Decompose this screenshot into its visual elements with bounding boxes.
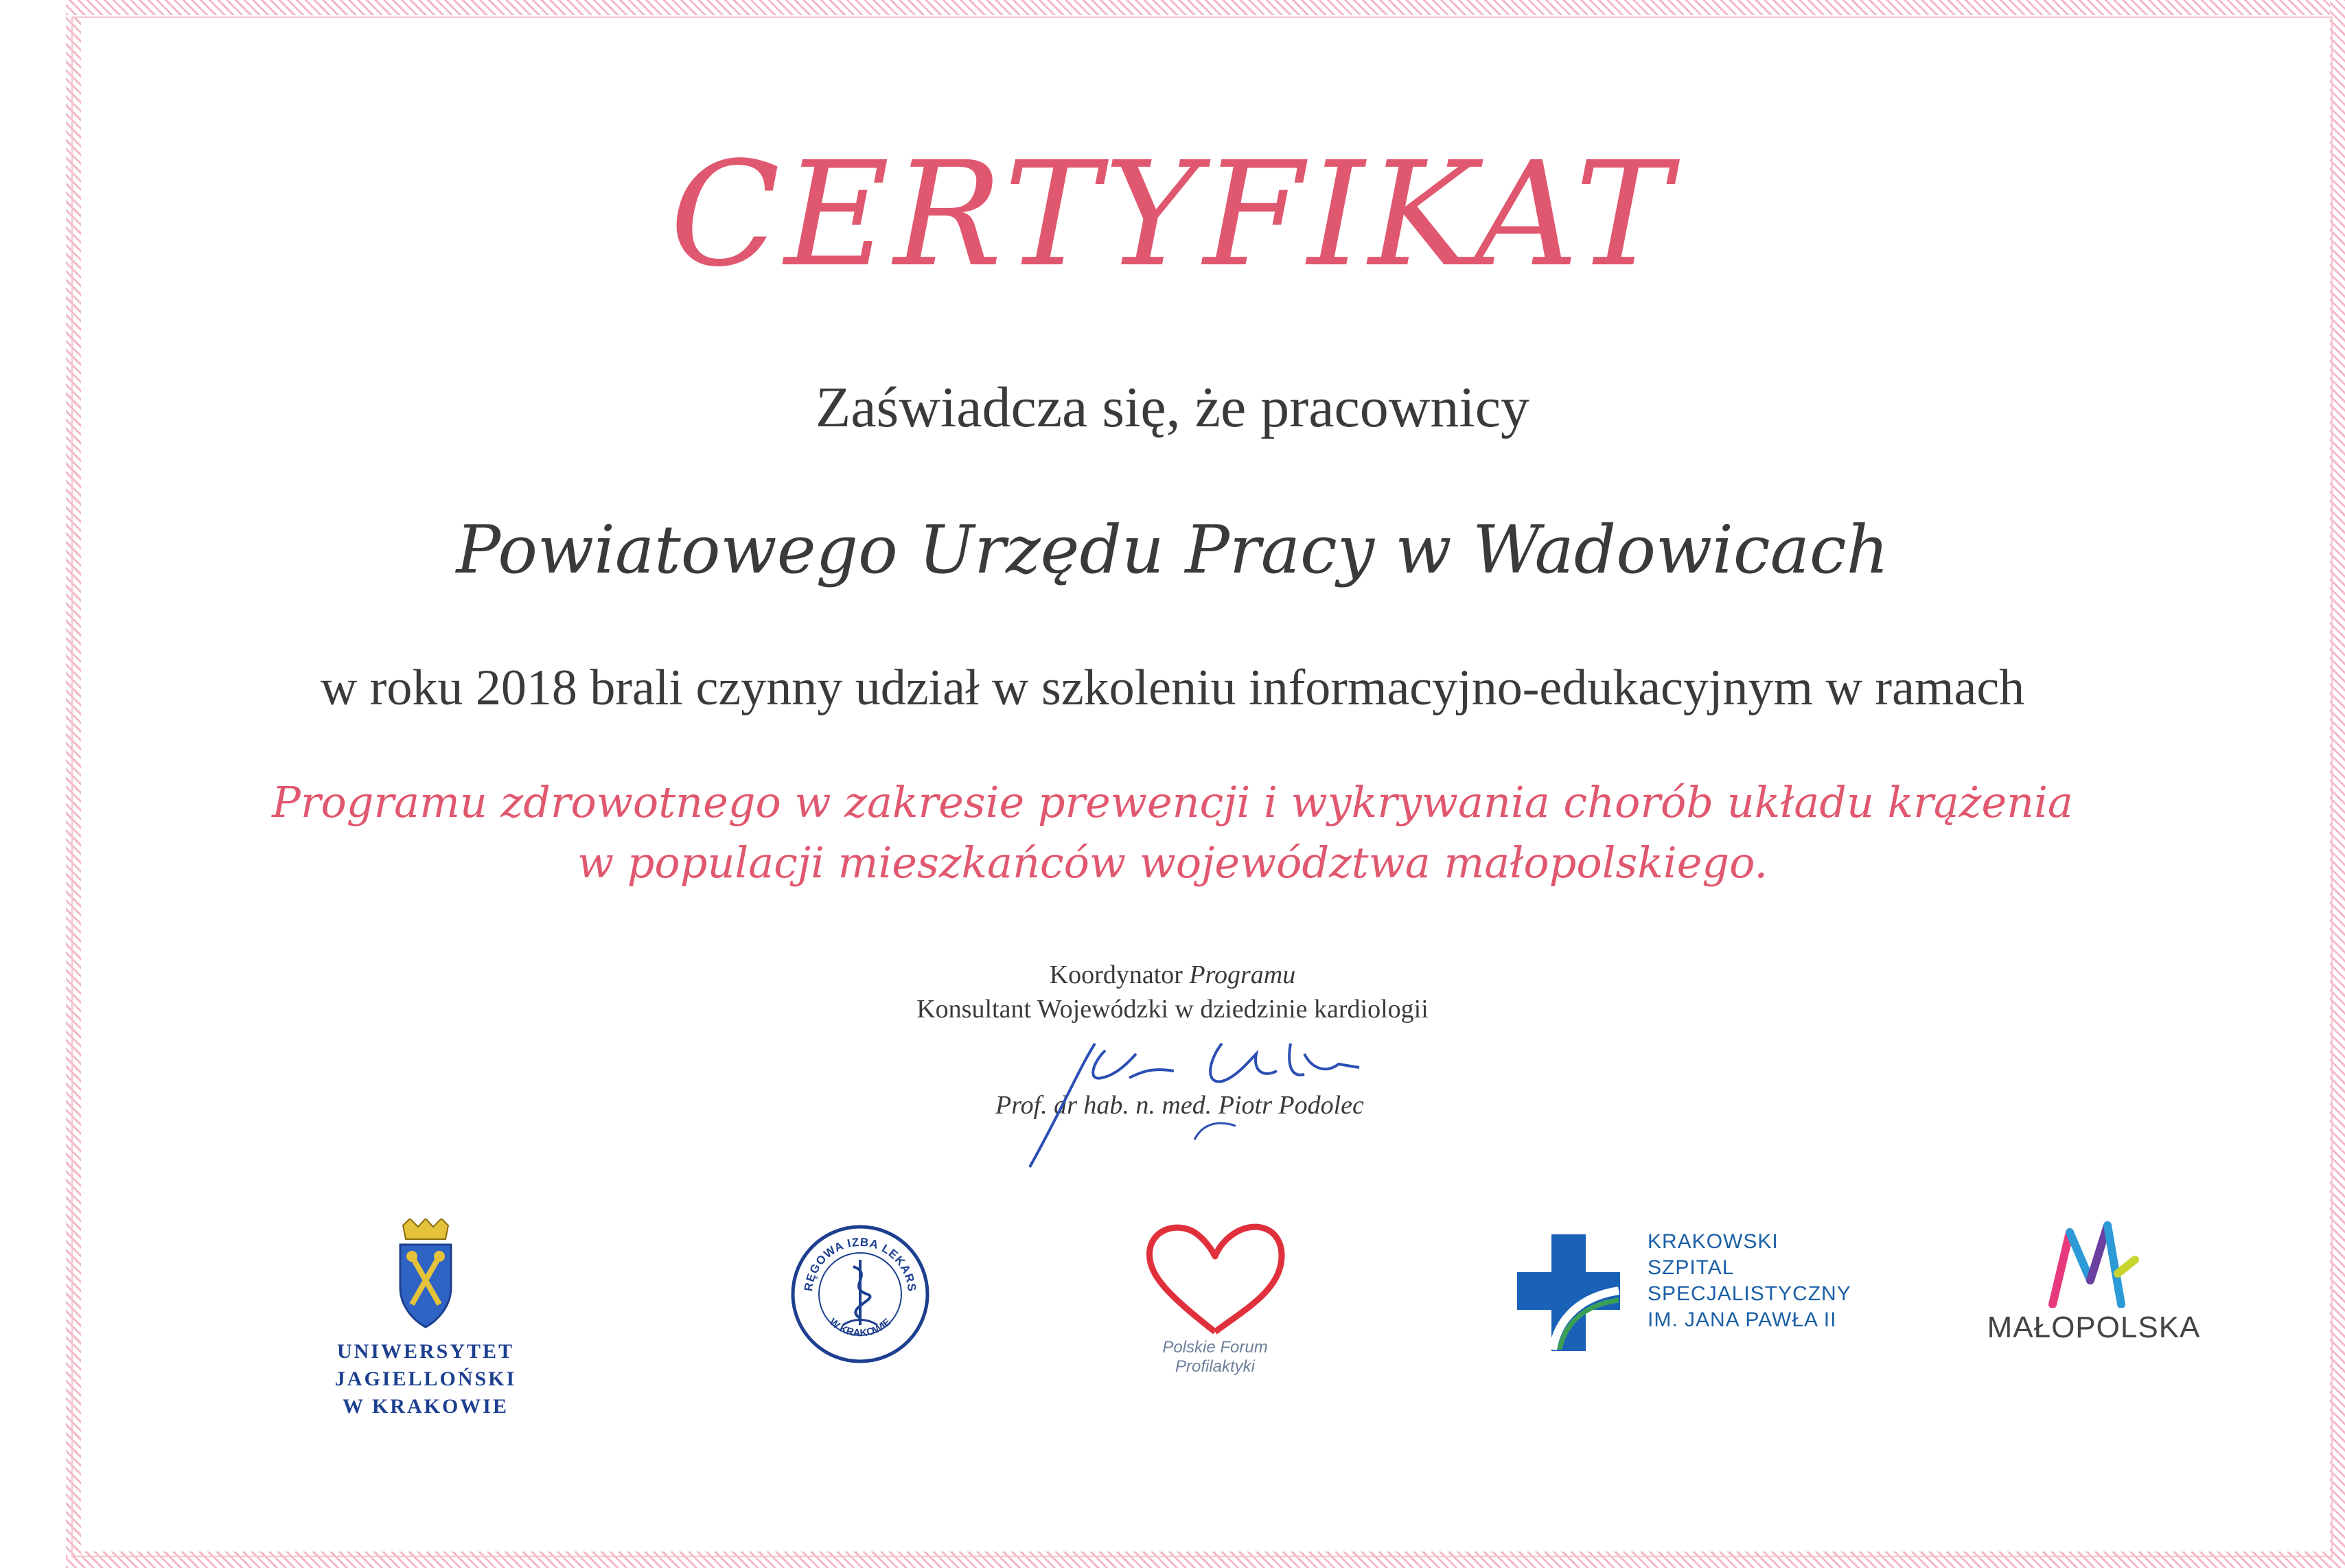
oil-top-text: RĘGOWA IZBA LEKARS: [801, 1235, 919, 1293]
caduceus-icon: [788, 1222, 932, 1366]
cross-icon: [1517, 1234, 1620, 1351]
mp-label: MAŁOPOLSKA: [1987, 1311, 2201, 1344]
uj-label-line-1: UNIWERSYTET JAGIELLOŃSKI: [334, 1340, 517, 1390]
border-top: [66, 0, 2345, 15]
uj-label: [261, 1338, 590, 1420]
uj-label-line-2: W KRAKOWIE: [343, 1395, 509, 1418]
participation-text: w roku 2018 brali czynny udział w szkoleniu informacyjno-edukacyjnym w ramach: [320, 660, 2025, 716]
logo-uniwersytet-jagiellonski: [261, 1219, 590, 1420]
coordinator-prefix: Koordynator: [1049, 960, 1183, 989]
logo-polskie-forum-profilaktyki: [1140, 1219, 1291, 1376]
consultant-line: Konsultant Wojewódzki w dziedzinie kardiologii: [916, 995, 1429, 1024]
kszs-label-line-1: KRAKOWSKI: [1648, 1230, 1779, 1253]
kszs-label-line-4: IM. JANA PAWŁA II: [1648, 1308, 1837, 1331]
pfp-label: [1140, 1338, 1291, 1376]
malopolska-m-icon: [2046, 1219, 2142, 1308]
crest-icon: [395, 1219, 457, 1328]
oil-bottom-text: W KRAKOWIE: [827, 1316, 894, 1339]
program-line-2: w populacji mieszkańców województwa małopolskiego.: [577, 838, 1768, 888]
program-name: [0, 772, 2345, 893]
logo-okregowa-izba-lekarska: [788, 1222, 932, 1366]
signature-icon: [1016, 1023, 1428, 1188]
coordinator-italic: Programu: [1189, 960, 1296, 989]
kszs-label-line-3: SPECJALISTYCZNY: [1648, 1282, 1851, 1305]
kszs-label-line-2: SZPITAL: [1648, 1256, 1735, 1279]
logo-krakowski-szpital: [1517, 1229, 1860, 1359]
kszs-label: [1648, 1229, 1851, 1333]
certificate-title: CERTYFIKAT: [669, 130, 1676, 299]
program-line-1: Programu zdrowotnego w zakresie prewencji i wykrywania chorób układu krążenia: [272, 777, 2073, 827]
pfp-label-line-1: Polskie Forum: [1162, 1338, 1268, 1357]
coordinator-block: [0, 958, 2345, 1026]
coordinator-line: [0, 958, 2345, 992]
attestation-text: Zaświadcza się, że pracownicy: [815, 376, 1530, 439]
signer-name: Prof. dr hab. n. med. Piotr Podolec: [995, 1091, 1364, 1120]
pfp-label-line-2: Profilaktyki: [1175, 1357, 1256, 1376]
logo-malopolska: [1977, 1219, 2210, 1345]
organization-name: Powiatowego Urzędu Pracy w Wadowicach: [456, 511, 1889, 588]
heart-icon: [1140, 1219, 1291, 1335]
